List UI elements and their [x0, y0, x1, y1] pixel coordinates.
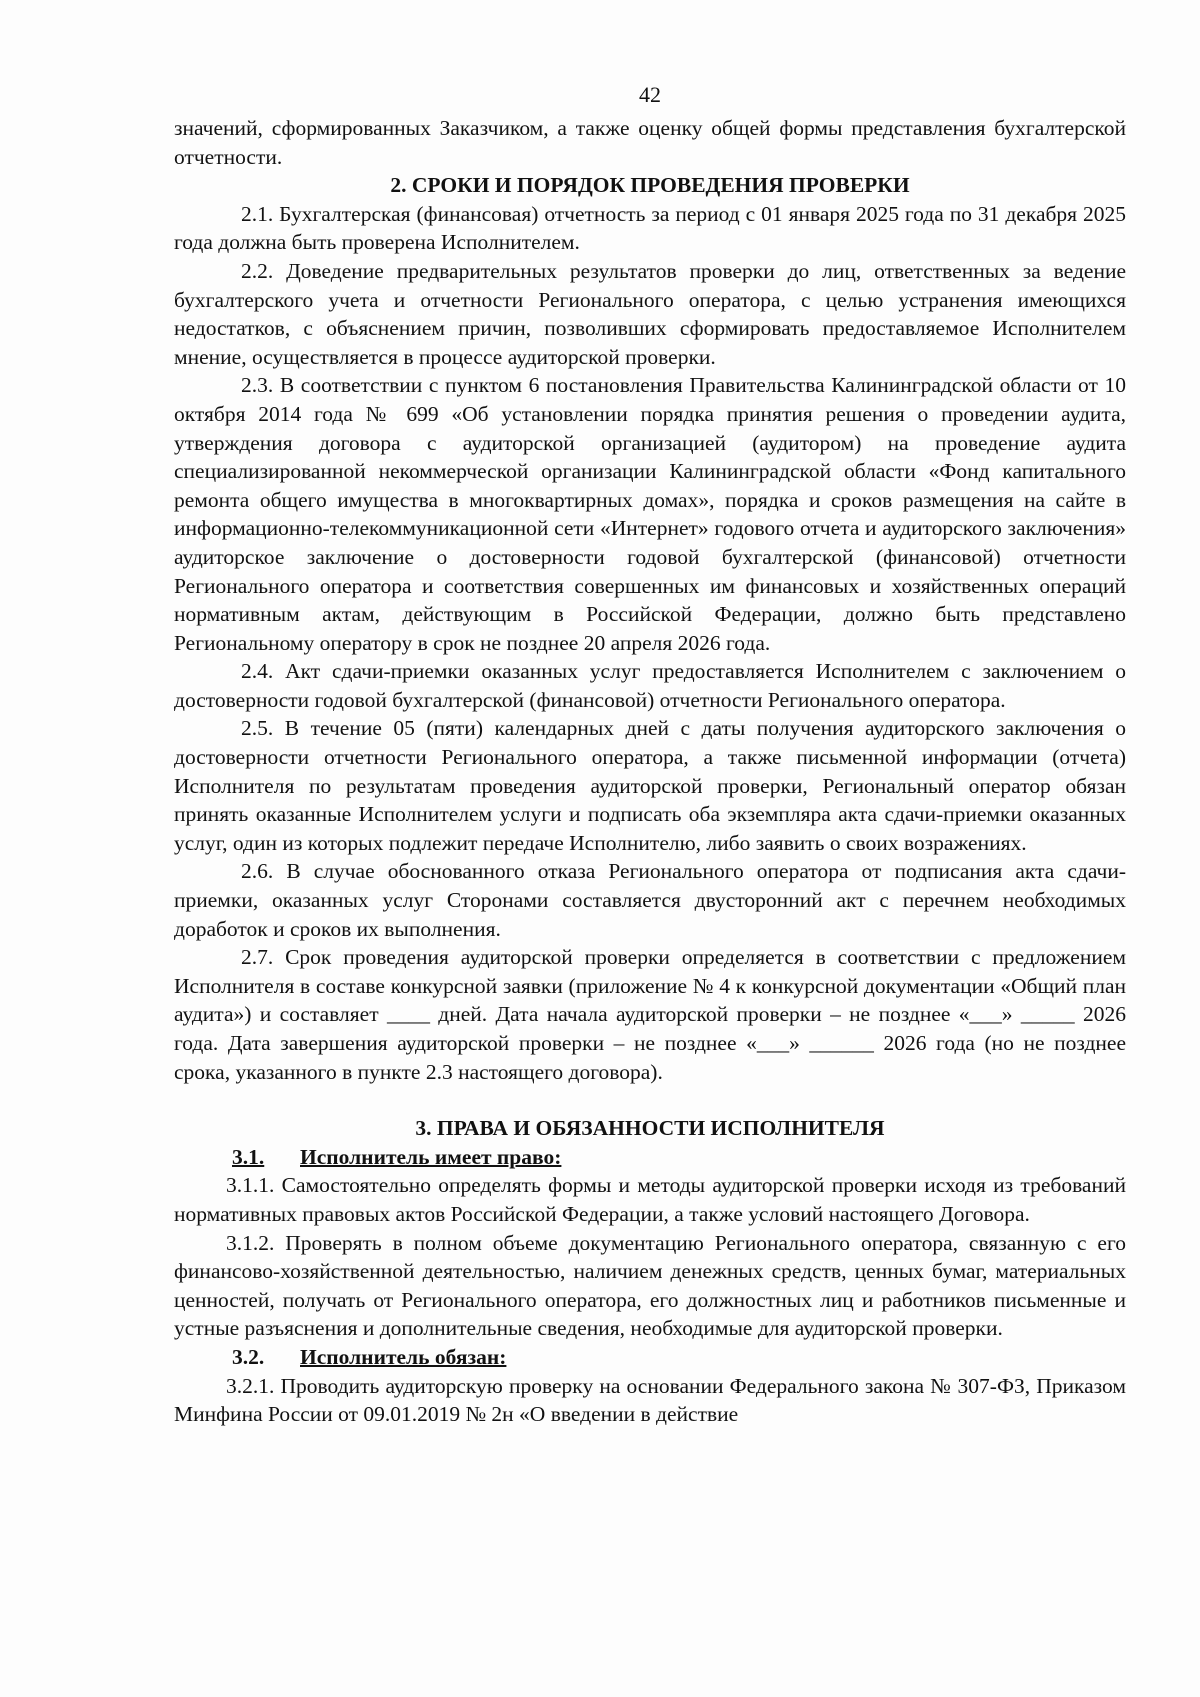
clause-2-2: 2.2. Доведение предварительных результатов проверки до лиц, ответственных за ведение бухгалтерского учета и отчетности Регионального оператора, с целью устранения имеющихся недостатков, с объяснением причин, позволивших сформировать предоставляемое Исполнителем мнение, осуществляется в процессе аудиторской проверки.: [174, 258, 1126, 369]
subsection-3-2-number: 3.2.: [232, 1344, 265, 1369]
subsection-3-2-label: Исполнитель обязан:: [300, 1344, 507, 1369]
clause-2-4: 2.4. Акт сдачи-приемки оказанных услуг предоставляется Исполнителем с заключением о достоверности годовой бухгалтерской (финансовой) отчетности Регионального оператора.: [174, 659, 1126, 712]
subsection-3-2-heading: [174, 1343, 1126, 1372]
intro-paragraph: значений, сформированных Заказчиком, а также оценку общей формы представления бухгалтерской отчетности.: [174, 116, 1126, 169]
subsection-3-1-heading: [174, 1143, 1126, 1172]
section-2-title: 2. СРОКИ И ПОРЯДОК ПРОВЕДЕНИЯ ПРОВЕРКИ: [390, 173, 910, 198]
subsection-3-1-label: Исполнитель имеет право:: [300, 1144, 562, 1169]
page-content: [174, 80, 1126, 1429]
clause-3-2-1: 3.2.1. Проводить аудиторскую проверку на основании Федерального закона № 307-ФЗ, Приказом Минфина России от 09.01.2019 № 2н «О введении в действие: [174, 1373, 1126, 1427]
subsection-3-1-number: 3.1.: [232, 1144, 265, 1169]
section-3-title: 3. ПРАВА И ОБЯЗАННОСТИ ИСПОЛНИТЕЛЯ: [415, 1116, 885, 1141]
clause-3-1-1: 3.1.1. Самостоятельно определять формы и методы аудиторской проверки исходя из требований нормативных правовых актов Российской Федерации, а также условий настоящего Договора.: [174, 1173, 1126, 1226]
clause-2-7: 2.7. Срок проведения аудиторской проверки определяется в соответствии с предложением Исполнителя в составе конкурсной заявки (приложение № 4 к конкурсной документации «Общий план аудита») и составляет ____ дней. Дата начала аудиторской проверки – не позднее «___» _____ 2026 года. Дата завершения аудиторской проверки – не позднее «___» ______ 2026 года (но не позднее срока, указанного в пункте 2.3 настоящего договора).: [174, 945, 1126, 1084]
clause-3-1-2: 3.1.2. Проверять в полном объеме документацию Регионального оператора, связанную с его финансово-хозяйственной деятельностью, наличием денежных средств, ценных бумаг, материальных ценностей, получать от Регионального оператора, его должностных лиц и работников письменные и устные разъяснения и дополнительные сведения, необходимые для аудиторской проверки.: [174, 1230, 1126, 1341]
page-number: 42: [639, 82, 661, 107]
clause-2-6: 2.6. В случае обоснованного отказа Регионального оператора от подписания акта сдачи-приемки, оказанных услуг Сторонами составляется двусторонний акт с перечнем необходимых доработок и сроков их выполнения.: [174, 859, 1126, 941]
clause-2-3: 2.3. В соответствии с пунктом 6 постановления Правительства Калининградской области от 10 октября 2014 года № 699 «Об установлении порядка принятия решения о проведении аудита, утверждения договора с аудиторской организацией (аудитором) на проведение аудита специализированной некоммерческой организации Калининградской области «Фонд капитального ремонта общего имущества в многоквартирных домах», порядка и сроков размещения на сайте в информационно-телекоммуникационной сети «Интернет» годового отчета и аудиторского заключения» аудиторское заключение о достоверности годовой бухгалтерской (финансовой) отчетности Регионального оператора и соответствия совершенных им финансовых и хозяйственных операций нормативным актам, действующим в Российской Федерации, должно быть представлено Региональному оператору в срок не позднее 20 апреля 2026 года.: [174, 373, 1126, 655]
clause-2-1: 2.1. Бухгалтерская (финансовая) отчетность за период с 01 января 2025 года по 31 декабря 2025 года должна быть проверена Исполнителем.: [174, 201, 1126, 255]
clause-2-5: 2.5. В течение 05 (пяти) календарных дней с даты получения аудиторского заключения о достоверности отчетности Регионального оператора, а также письменной информации (отчета) Исполнителя по результатам проведения аудиторской проверки, Региональный оператор обязан принять оказанные Исполнителем услуги и подписать оба экземпляра акта сдачи-приемки оказанных услуг, один из которых подлежит передаче Исполнителю, либо заявить о своих возражениях.: [174, 716, 1126, 855]
